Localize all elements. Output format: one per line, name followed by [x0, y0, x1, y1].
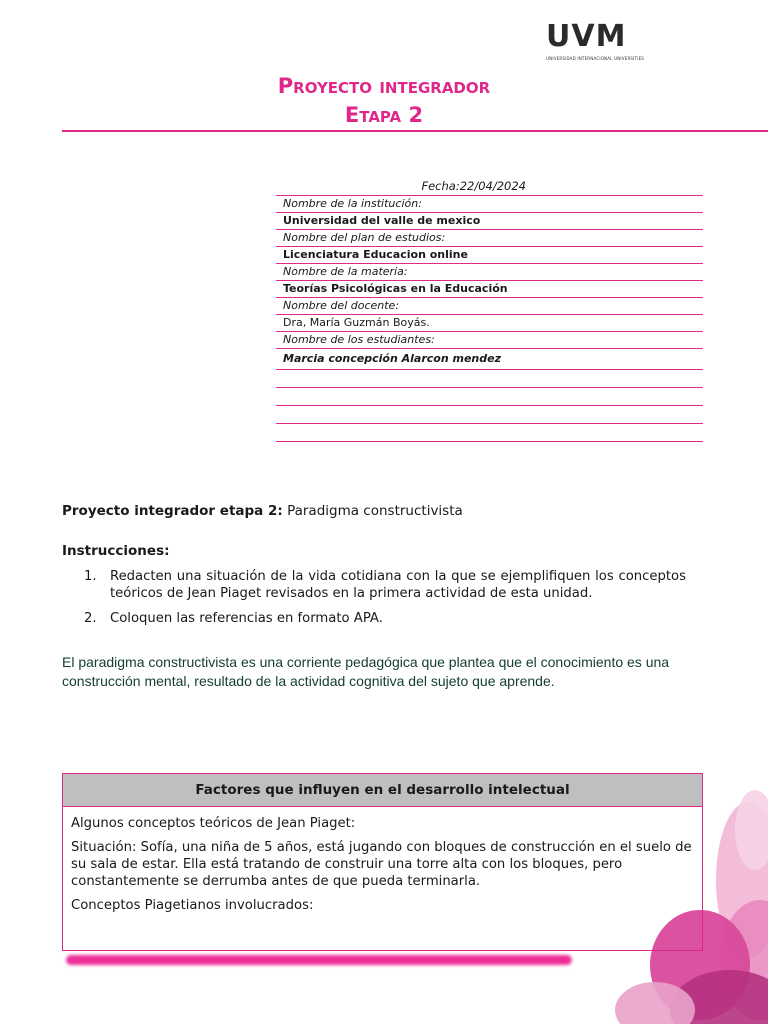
list-item: [62, 568, 686, 602]
section-title: [62, 503, 686, 519]
date-field: Fecha:22/04/2024: [276, 178, 703, 196]
logo-subtitle: UNIVERSIDAD INTERNACIONAL UNIVERSITIES: [546, 56, 645, 61]
empty-line: [276, 406, 703, 424]
list-item-text: Coloquen las referencias en formato APA.: [110, 611, 383, 626]
study-plan-label: Nombre del plan de estudios:: [276, 230, 703, 247]
study-plan-value: Licenciatura Educacion online: [276, 247, 703, 264]
empty-line: [276, 370, 703, 388]
factors-table: [62, 773, 703, 951]
instructions-list: [62, 568, 686, 627]
table-body: [63, 807, 702, 914]
section-title-rest: Paradigma constructivista: [282, 503, 463, 519]
institution-label: Nombre de la institución:: [276, 196, 703, 213]
title-divider: [62, 130, 768, 132]
uvm-logo: [546, 19, 645, 66]
constructivism-paragraph: El paradigma constructivista es una corriente pedagógica que plantea que el conocimiento es una construcción mental, resultado de la actividad cognitiva del sujeto que aprende.: [62, 654, 670, 689]
table-header: Factores que influyen en el desarrollo intelectual: [63, 774, 702, 807]
table-line: Situación: Sofía, una niña de 5 años, está jugando con bloques de construcción en el suelo de su sala de estar. Ella está tratando de construir una torre alta con los bloques, pero constantemente se derrumba antes de que pueda terminarla.: [71, 840, 692, 889]
student-info-form: [276, 178, 703, 442]
instructions-heading: Instrucciones:: [62, 543, 170, 559]
list-item-text: Redacten una situación de la vida cotidiana con la que se ejemplifiquen los conceptos teóricos de Jean Piaget revisados en la primera actividad de esta unidad.: [110, 569, 686, 601]
list-item: [62, 610, 686, 627]
empty-line: [276, 388, 703, 406]
empty-line: [276, 424, 703, 442]
table-line: Algunos conceptos teóricos de Jean Piaget:: [71, 816, 356, 831]
teacher-value: Dra, María Guzmán Boyás.: [276, 315, 703, 332]
title-line-2: Etapa 2: [344, 103, 424, 127]
teacher-label: Nombre del docente:: [276, 298, 703, 315]
list-number: 2.: [84, 611, 97, 626]
decorative-bottom-bar: [66, 955, 572, 965]
subject-label: Nombre de la materia:: [276, 264, 703, 281]
students-value: Marcia concepción Alarcon mendez: [276, 349, 703, 370]
subject-value: Teorías Psicológicas en la Educación: [276, 281, 703, 298]
list-number: 1.: [84, 569, 97, 584]
title-line-1: Proyecto integrador: [277, 74, 491, 98]
students-label: Nombre de los estudiantes:: [276, 332, 703, 349]
logo-text: UVM: [546, 19, 627, 54]
institution-value: Universidad del valle de mexico: [276, 213, 703, 230]
section-title-bold: Proyecto integrador etapa 2:: [62, 503, 283, 519]
table-line: Conceptos Piagetianos involucrados:: [71, 898, 314, 913]
